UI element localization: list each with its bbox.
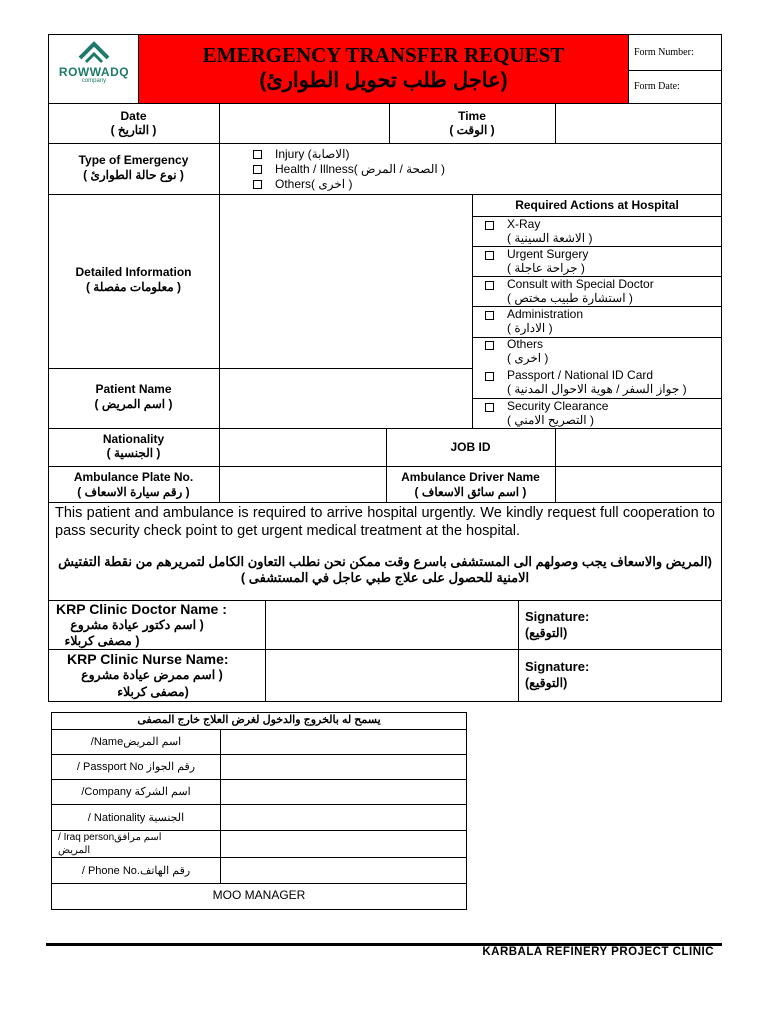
form-date-label: Form Date: xyxy=(634,81,680,92)
action-label-ar: ( الادارة ) xyxy=(507,321,553,335)
nurse-name-label: KRP Clinic Nurse Name: xyxy=(67,651,229,667)
nurse-signature-input[interactable] xyxy=(600,651,720,701)
action-label-ar: ( جواز السفر / هوية الاحوال المدنية ) xyxy=(507,382,687,396)
col-line xyxy=(555,428,556,502)
exit-nationality-input[interactable] xyxy=(222,806,466,829)
action-label: Passport / National ID Card xyxy=(507,368,654,382)
exit-row-nationality: الجنسية Nationality / xyxy=(87,812,185,824)
nurse-signature-label: Signature: xyxy=(525,659,590,674)
driver-label: Ambulance Driver Name xyxy=(401,470,540,484)
checkbox[interactable] xyxy=(253,150,262,159)
emergency-type-label-ar: ( نوع حالة الطوارئ ) xyxy=(83,168,184,182)
emergency-option-others[interactable] xyxy=(252,177,492,191)
checkbox[interactable] xyxy=(485,372,494,381)
option-label: Health / Illness( الصحة / المرض ) xyxy=(275,162,446,176)
checkbox[interactable] xyxy=(485,403,494,412)
checkbox[interactable] xyxy=(485,281,494,290)
exit-passport-input[interactable] xyxy=(222,756,466,778)
notice-en: This patient and ambulance is required to arrive hospital urgently. We kindly request full cooperation to pass security check point to get urgent medical treatment at the hospital. xyxy=(55,505,715,539)
logo-chevron-icon xyxy=(50,38,138,68)
form-title-en: EMERGENCY TRANSFER REQUEST xyxy=(202,43,565,67)
action-label: Security Clearance xyxy=(507,399,609,413)
exit-col-line xyxy=(220,729,221,883)
details-input[interactable] xyxy=(221,196,471,367)
exit-footer: MOO MANAGER xyxy=(212,888,306,902)
checkbox[interactable] xyxy=(485,311,494,320)
time-input[interactable] xyxy=(557,105,721,142)
form-number-label: Form Number: xyxy=(634,47,694,58)
driver-label-ar: ( اسم سائق الاسعاف ) xyxy=(414,485,527,499)
action-label-ar: ( التصريح الامني ) xyxy=(507,413,594,427)
exit-phone-input[interactable] xyxy=(222,859,466,882)
exit-company-input[interactable] xyxy=(222,781,466,803)
row-line xyxy=(48,368,472,369)
row-line xyxy=(48,502,722,503)
action-xray[interactable] xyxy=(482,217,720,246)
doctor-name-input[interactable] xyxy=(267,602,517,648)
plate-input[interactable] xyxy=(221,468,385,501)
exit-line xyxy=(51,729,467,730)
col-line xyxy=(472,194,473,428)
exit-row-name: اسم المريضName/ xyxy=(90,736,182,748)
nationality-label: Nationality xyxy=(102,432,165,446)
action-label-ar: ( الاشعة السينية ) xyxy=(507,231,593,245)
col-line xyxy=(518,600,519,702)
details-label-ar: ( معلومات مفصلة ) xyxy=(85,280,182,294)
action-special-doctor[interactable] xyxy=(482,277,720,306)
exit-line xyxy=(51,857,467,858)
nurse-name-label-ar2: (مصفى كربلاء xyxy=(117,685,189,699)
exit-companion-input[interactable] xyxy=(222,832,466,856)
action-passport[interactable] xyxy=(482,368,720,397)
doctor-signature-label: Signature: xyxy=(525,609,590,624)
col-line xyxy=(555,103,556,143)
patient-name-label-ar: ( اسم المريض ) xyxy=(94,397,173,411)
action-label-ar: ( اخرى ) xyxy=(507,351,549,365)
option-label: Others( اخرى ) xyxy=(275,177,353,191)
logo-text: ROWWADQ xyxy=(58,65,130,79)
row-line xyxy=(48,103,722,104)
action-label: Administration xyxy=(507,307,584,321)
job-id-label: JOB ID xyxy=(450,440,491,454)
header-divider-right xyxy=(628,35,629,103)
nurse-name-input[interactable] xyxy=(267,651,517,701)
exit-row-company: اسم الشركة Company/ xyxy=(81,786,191,798)
doctor-name-label-ar2: ( مصفى كربلاء xyxy=(64,634,140,648)
col-line xyxy=(265,600,266,702)
action-label: Others xyxy=(507,337,544,351)
exit-line xyxy=(51,779,467,780)
option-label: Injury (الاصابة) xyxy=(275,147,350,161)
checkbox[interactable] xyxy=(485,221,494,230)
nationality-input[interactable] xyxy=(221,430,385,465)
action-administration[interactable] xyxy=(482,307,720,336)
row-line xyxy=(48,428,722,429)
job-id-input[interactable] xyxy=(557,430,721,465)
exit-permit-header: يسمح له بالخروج والدخول لغرض العلاج خارج المصفى xyxy=(137,714,381,726)
row-line xyxy=(48,194,722,195)
row-line xyxy=(48,649,722,650)
date-label-ar: ( التاريخ ) xyxy=(110,123,157,137)
actions-header: Required Actions at Hospital xyxy=(515,198,679,212)
emergency-option-health[interactable] xyxy=(252,162,492,176)
doctor-name-label-ar: ( اسم دكتور عيادة مشروع xyxy=(70,618,204,632)
nurse-signature-label-ar: (التوقيع) xyxy=(525,676,568,690)
action-label: X-Ray xyxy=(507,217,541,231)
doctor-signature-label-ar: (التوقيع) xyxy=(525,626,568,640)
exit-row-companion: اسم مرافقIraq person / المريض xyxy=(58,832,162,856)
details-label: Detailed Information xyxy=(75,265,192,279)
action-security[interactable] xyxy=(482,399,720,428)
plate-label: Ambulance Plate No. xyxy=(73,470,194,484)
time-label-ar: ( الوقت ) xyxy=(449,123,495,137)
company-logo xyxy=(50,36,138,102)
action-label: Consult with Special Doctor xyxy=(507,277,654,291)
col-line xyxy=(219,103,220,502)
plate-label-ar: ( رقم سيارة الاسعاف ) xyxy=(77,485,190,499)
action-label-ar: ( استشارة طبيب مختص ) xyxy=(507,291,633,305)
checkbox[interactable] xyxy=(253,165,262,174)
exit-line xyxy=(51,804,467,805)
exit-line xyxy=(51,754,467,755)
time-label: Time xyxy=(458,109,486,123)
emergency-option-injury[interactable] xyxy=(252,147,492,161)
doctor-signature-input[interactable] xyxy=(600,602,720,648)
form-title-ar: (عاجل طلب تحويل الطوارئ) xyxy=(259,69,508,92)
action-urgent-surgery[interactable] xyxy=(482,247,720,276)
nurse-name-label-ar: ( اسم ممرض عيادة مشروع xyxy=(81,668,223,682)
exit-name-input[interactable] xyxy=(222,731,466,753)
checkbox[interactable] xyxy=(485,341,494,350)
footer-clinic-name: KARBALA REFINERY PROJECT CLINIC xyxy=(482,946,714,958)
action-label: Urgent Surgery xyxy=(507,247,589,261)
exit-row-passport: رقم الجواز Passport No / xyxy=(76,761,196,773)
exit-line xyxy=(51,883,467,884)
notice-ar: (المريض والاسعاف يجب وصولهم الى المستشفى باسرع وقت ممكن نحن نطلب التعاون الكامل لتمريرهم من نقطة التفتيش الامنية للحصول على علاج طبي عاجل في المستشفى ) xyxy=(58,554,712,585)
action-others[interactable] xyxy=(482,337,720,366)
driver-input[interactable] xyxy=(557,468,721,501)
checkbox[interactable] xyxy=(485,251,494,260)
doctor-name-label: KRP Clinic Doctor Name : xyxy=(56,601,227,617)
emergency-type-label: Type of Emergency xyxy=(78,153,189,167)
patient-name-input[interactable] xyxy=(221,370,471,427)
patient-name-label: Patient Name xyxy=(95,382,172,396)
date-label: Date xyxy=(120,109,147,123)
exit-row-phone: رقم الهاتف.Phone No / xyxy=(81,865,191,877)
action-label-ar: ( جراحة عاجلة ) xyxy=(507,261,585,275)
nationality-label-ar: ( الجنسية ) xyxy=(106,446,161,460)
row-line xyxy=(48,466,722,467)
date-input[interactable] xyxy=(221,105,388,142)
header-divider-mid xyxy=(628,70,722,71)
logo-subtext: company xyxy=(81,78,107,84)
row-line xyxy=(48,143,722,144)
checkbox[interactable] xyxy=(253,180,262,189)
